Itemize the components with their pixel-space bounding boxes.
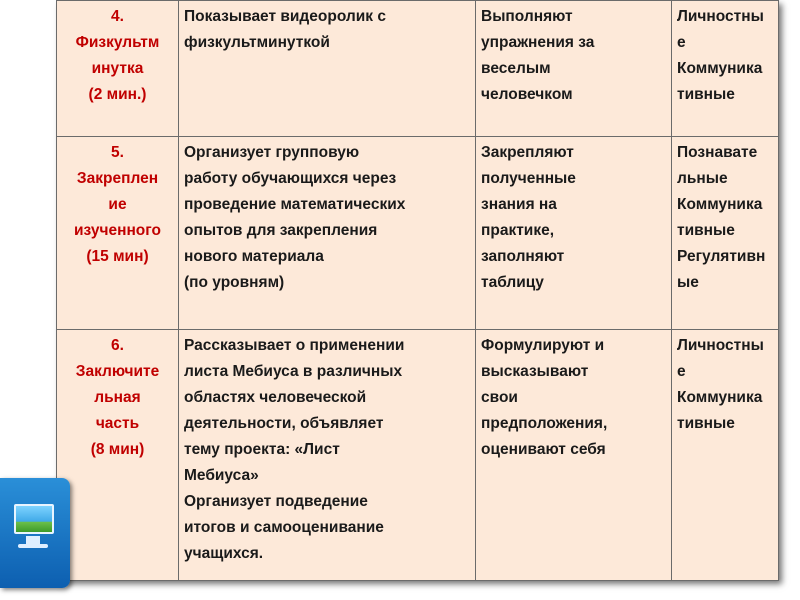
uud-line: льные bbox=[677, 170, 728, 187]
student-activity-cell bbox=[476, 1, 672, 137]
stage-line: Закреплен bbox=[76, 170, 159, 187]
stage-cell bbox=[57, 330, 179, 581]
uud-line: Личностны bbox=[677, 8, 764, 25]
monitor-screen bbox=[14, 504, 54, 534]
teacher-line: учащихся. bbox=[184, 545, 264, 562]
lesson-table bbox=[56, 0, 779, 581]
students-line: таблицу bbox=[481, 274, 544, 291]
students-line: Выполняют bbox=[481, 8, 573, 25]
uud-line: Коммуника bbox=[677, 60, 763, 77]
teacher-line: Мебиуса» bbox=[184, 467, 259, 484]
uud-line: Коммуника bbox=[677, 389, 763, 406]
teacher-line: физкультминуткой bbox=[184, 34, 330, 51]
teacher-line: Показывает видеоролик с bbox=[184, 8, 386, 25]
students-line: оценивают себя bbox=[481, 441, 606, 458]
uud-line: е bbox=[677, 34, 686, 51]
stage-line: (8 мин) bbox=[90, 441, 145, 458]
lesson-table-container bbox=[56, 0, 778, 580]
stage-line: льная bbox=[94, 389, 141, 406]
monitor-stand bbox=[26, 536, 40, 544]
students-line: упражнения за bbox=[481, 34, 595, 51]
stage-line: 5. bbox=[111, 144, 124, 161]
teacher-activity-cell bbox=[179, 1, 476, 137]
teacher-line: листа Мебиуса в различных bbox=[184, 363, 403, 380]
students-line: Закрепляют bbox=[481, 144, 574, 161]
stage-line: Физкультм bbox=[75, 34, 160, 51]
students-line: высказывают bbox=[481, 363, 589, 380]
teacher-line: деятельности, объявляет bbox=[184, 415, 384, 432]
uud-cell bbox=[672, 137, 779, 330]
teacher-line: проведение математических bbox=[184, 196, 406, 213]
students-line: знания на bbox=[481, 196, 557, 213]
computer-monitor-icon bbox=[0, 478, 70, 588]
students-line: заполняют bbox=[481, 248, 565, 265]
uud-line: е bbox=[677, 363, 686, 380]
teacher-line: опытов для закрепления bbox=[184, 222, 378, 239]
student-activity-cell bbox=[476, 330, 672, 581]
students-line: Формулируют и bbox=[481, 337, 605, 354]
students-line: практике, bbox=[481, 222, 555, 239]
students-line: свои bbox=[481, 389, 518, 406]
student-activity-cell bbox=[476, 137, 672, 330]
table-row bbox=[57, 137, 779, 330]
teacher-line: Организует групповую bbox=[184, 144, 360, 161]
stage-line: 6. bbox=[111, 337, 124, 354]
teacher-line: итогов и самооценивание bbox=[184, 519, 384, 536]
stage-line: ие bbox=[108, 196, 127, 213]
stage-line: изученного bbox=[74, 222, 161, 239]
table-row bbox=[57, 330, 779, 581]
stage-cell bbox=[57, 1, 179, 137]
teacher-line: (по уровням) bbox=[184, 274, 285, 291]
uud-cell bbox=[672, 330, 779, 581]
teacher-line: нового материала bbox=[184, 248, 324, 265]
students-line: предположения, bbox=[481, 415, 608, 432]
stage-line: (15 мин) bbox=[86, 248, 149, 265]
teacher-line: тему проекта: «Лист bbox=[184, 441, 340, 458]
monitor-base bbox=[18, 544, 48, 548]
stage-line: 4. bbox=[111, 8, 124, 25]
teacher-line: Рассказывает о применении bbox=[184, 337, 405, 354]
table-row bbox=[57, 1, 779, 137]
uud-line: Коммуника bbox=[677, 196, 763, 213]
teacher-line: областях человеческой bbox=[184, 389, 367, 406]
uud-line: Регулятивн bbox=[677, 248, 766, 265]
stage-line: инутка bbox=[91, 60, 144, 77]
teacher-activity-cell bbox=[179, 330, 476, 581]
students-line: человечком bbox=[481, 86, 573, 103]
teacher-line: Организует подведение bbox=[184, 493, 368, 510]
teacher-line: работу обучающихся через bbox=[184, 170, 397, 187]
students-line: полученные bbox=[481, 170, 576, 187]
stage-line: часть bbox=[95, 415, 140, 432]
uud-line: ые bbox=[677, 274, 699, 291]
uud-cell bbox=[672, 1, 779, 137]
stage-cell bbox=[57, 137, 179, 330]
uud-line: Личностны bbox=[677, 337, 764, 354]
stage-line: Заключите bbox=[75, 363, 160, 380]
uud-line: тивные bbox=[677, 222, 735, 239]
stage-line: (2 мин.) bbox=[88, 86, 147, 103]
uud-line: Познавате bbox=[677, 144, 758, 161]
uud-line: тивные bbox=[677, 415, 735, 432]
students-line: веселым bbox=[481, 60, 551, 77]
uud-line: тивные bbox=[677, 86, 735, 103]
teacher-activity-cell bbox=[179, 137, 476, 330]
